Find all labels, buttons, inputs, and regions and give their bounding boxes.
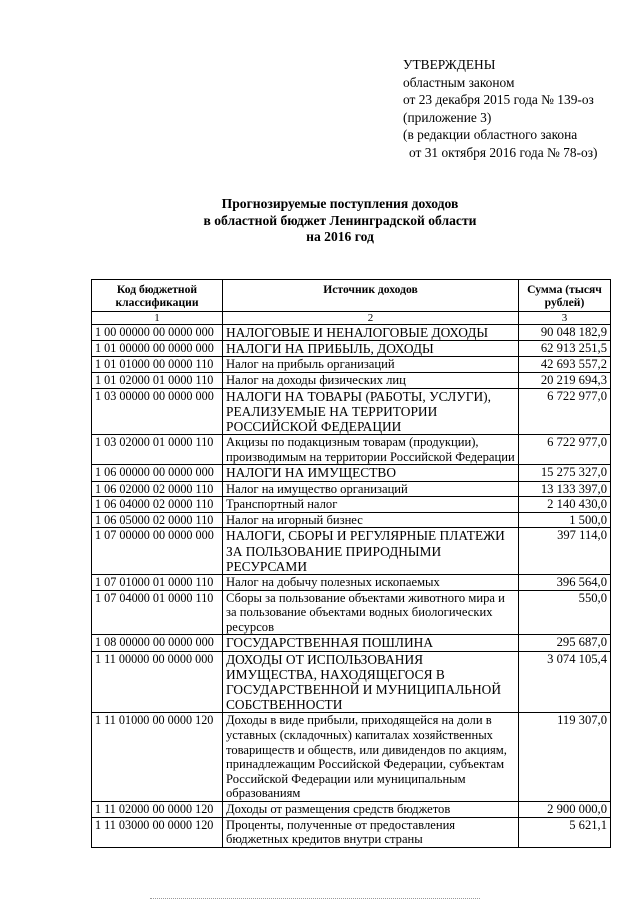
row-sum: 13 133 397,0 bbox=[519, 481, 611, 497]
row-sum: 20 219 694,3 bbox=[519, 373, 611, 389]
approval-line-law: областным законом bbox=[403, 74, 515, 90]
row-source: Проценты, полученные от предоставления бюджетных кредитов внутри страны bbox=[223, 817, 519, 847]
row-sum: 396 564,0 bbox=[519, 574, 611, 590]
row-sum: 550,0 bbox=[519, 590, 611, 635]
table-row bbox=[92, 465, 611, 481]
approval-line-edition: (в редакции областного закона bbox=[403, 127, 578, 142]
row-sum: 295 687,0 bbox=[519, 635, 611, 651]
table-row bbox=[92, 497, 611, 513]
row-source: НАЛОГИ НА ИМУЩЕСТВО bbox=[223, 465, 519, 481]
row-code: 1 00 00000 00 0000 000 bbox=[92, 325, 223, 341]
row-source: Налог на доходы физических лиц bbox=[223, 373, 519, 389]
approval-stamp bbox=[403, 56, 597, 161]
row-source: ДОХОДЫ ОТ ИСПОЛЬЗОВАНИЯ ИМУЩЕСТВА, НАХОДЯЩЕГОСЯ В ГОСУДАРСТВЕННОЙ И МУНИЦИПАЛЬНОЙ СОБСТВЕННОСТИ bbox=[223, 651, 519, 713]
table-row bbox=[92, 713, 611, 802]
row-source: Налог на имущество организаций bbox=[223, 481, 519, 497]
approval-line-approved: УТВЕРЖДЕНЫ bbox=[403, 57, 496, 72]
row-source: Акцизы по подакцизным товарам (продукции), производимым на территории Российской Федерации bbox=[223, 435, 519, 465]
table-row bbox=[92, 801, 611, 817]
table-row bbox=[92, 635, 611, 651]
row-code: 1 07 01000 01 0000 110 bbox=[92, 574, 223, 590]
row-sum: 15 275 327,0 bbox=[519, 465, 611, 481]
document-title bbox=[150, 196, 530, 246]
row-source: ГОСУДАРСТВЕННАЯ ПОШЛИНА bbox=[223, 635, 519, 651]
row-code: 1 01 02000 01 0000 110 bbox=[92, 373, 223, 389]
table-row bbox=[92, 388, 611, 435]
row-code: 1 11 02000 00 0000 120 bbox=[92, 801, 223, 817]
column-number-1: 1 bbox=[92, 312, 223, 325]
header-sum: Сумма (тысяч рублей) bbox=[519, 280, 611, 312]
table-row bbox=[92, 817, 611, 847]
row-source: Сборы за пользование объектами животного мира и за пользование объектами водных биологических ресурсов bbox=[223, 590, 519, 635]
table-row bbox=[92, 590, 611, 635]
row-source: НАЛОГИ, СБОРЫ И РЕГУЛЯРНЫЕ ПЛАТЕЖИ ЗА ПОЛЬЗОВАНИЕ ПРИРОДНЫМИ РЕСУРСАМИ bbox=[223, 528, 519, 575]
row-source: Налог на добычу полезных ископаемых bbox=[223, 574, 519, 590]
column-number-3: 3 bbox=[519, 312, 611, 325]
row-code: 1 07 00000 00 0000 000 bbox=[92, 528, 223, 575]
table-row bbox=[92, 512, 611, 528]
row-sum: 6 722 977,0 bbox=[519, 435, 611, 465]
row-sum: 2 900 000,0 bbox=[519, 801, 611, 817]
row-code: 1 01 00000 00 0000 000 bbox=[92, 341, 223, 357]
row-code: 1 11 03000 00 0000 120 bbox=[92, 817, 223, 847]
approval-line-appendix: (приложение 3) bbox=[403, 109, 492, 125]
row-sum: 90 048 182,9 bbox=[519, 325, 611, 341]
table-row bbox=[92, 481, 611, 497]
table-row bbox=[92, 325, 611, 341]
scan-artifact-line bbox=[150, 898, 480, 900]
column-number-2: 2 bbox=[223, 312, 519, 325]
row-source: Налог на прибыль организаций bbox=[223, 357, 519, 373]
table-row bbox=[92, 373, 611, 389]
row-code: 1 11 01000 00 0000 120 bbox=[92, 713, 223, 802]
row-sum: 3 074 105,4 bbox=[519, 651, 611, 713]
row-sum: 5 621,1 bbox=[519, 817, 611, 847]
row-code: 1 06 05000 02 0000 110 bbox=[92, 512, 223, 528]
row-sum: 119 307,0 bbox=[519, 713, 611, 802]
approval-line-date: от 23 декабря 2015 года № 139-оз bbox=[403, 92, 594, 107]
row-source: Налог на игорный бизнес bbox=[223, 512, 519, 528]
row-source: НАЛОГИ НА ПРИБЫЛЬ, ДОХОДЫ bbox=[223, 341, 519, 357]
table-row bbox=[92, 435, 611, 465]
row-source: Доходы в виде прибыли, приходящейся на доли в уставных (складочных) капиталах хозяйственных товариществ и обществ, или дивидендов по акциям, принадлежащим Российской Федерации, субъектам Российской Федерации или муниципальным образованиям bbox=[223, 713, 519, 802]
table-header-row bbox=[92, 280, 611, 312]
approval-line-edition-date: от 31 октября 2016 года № 78-оз) bbox=[409, 144, 598, 160]
row-sum: 1 500,0 bbox=[519, 512, 611, 528]
header-code: Код бюджетной классификации bbox=[92, 280, 223, 312]
table-row bbox=[92, 574, 611, 590]
row-code: 1 06 02000 02 0000 110 bbox=[92, 481, 223, 497]
table-row bbox=[92, 528, 611, 575]
row-source: Доходы от размещения средств бюджетов bbox=[223, 801, 519, 817]
row-source: НАЛОГОВЫЕ И НЕНАЛОГОВЫЕ ДОХОДЫ bbox=[223, 325, 519, 341]
table-body bbox=[92, 325, 611, 848]
row-code: 1 06 00000 00 0000 000 bbox=[92, 465, 223, 481]
table-row bbox=[92, 341, 611, 357]
row-code: 1 08 00000 00 0000 000 bbox=[92, 635, 223, 651]
revenue-table bbox=[91, 279, 611, 848]
row-sum: 62 913 251,5 bbox=[519, 341, 611, 357]
row-sum: 2 140 430,0 bbox=[519, 497, 611, 513]
row-source: Транспортный налог bbox=[223, 497, 519, 513]
row-sum: 6 722 977,0 bbox=[519, 388, 611, 435]
row-code: 1 03 02000 01 0000 110 bbox=[92, 435, 223, 465]
title-line-1: Прогнозируемые поступления доходов bbox=[221, 196, 459, 211]
header-source: Источник доходов bbox=[223, 280, 519, 312]
table-row bbox=[92, 357, 611, 373]
table-row bbox=[92, 651, 611, 713]
row-sum: 397 114,0 bbox=[519, 528, 611, 575]
column-number-row bbox=[92, 312, 611, 325]
title-line-3: на 2016 год bbox=[306, 229, 374, 244]
row-code: 1 06 04000 02 0000 110 bbox=[92, 497, 223, 513]
row-code: 1 03 00000 00 0000 000 bbox=[92, 388, 223, 435]
row-code: 1 07 04000 01 0000 110 bbox=[92, 590, 223, 635]
row-sum: 42 693 557,2 bbox=[519, 357, 611, 373]
row-source: НАЛОГИ НА ТОВАРЫ (РАБОТЫ, УСЛУГИ), РЕАЛИЗУЕМЫЕ НА ТЕРРИТОРИИ РОССИЙСКОЙ ФЕДЕРАЦИИ bbox=[223, 388, 519, 435]
row-code: 1 01 01000 00 0000 110 bbox=[92, 357, 223, 373]
title-line-2: в областной бюджет Ленинградской области bbox=[203, 212, 477, 228]
row-code: 1 11 00000 00 0000 000 bbox=[92, 651, 223, 713]
